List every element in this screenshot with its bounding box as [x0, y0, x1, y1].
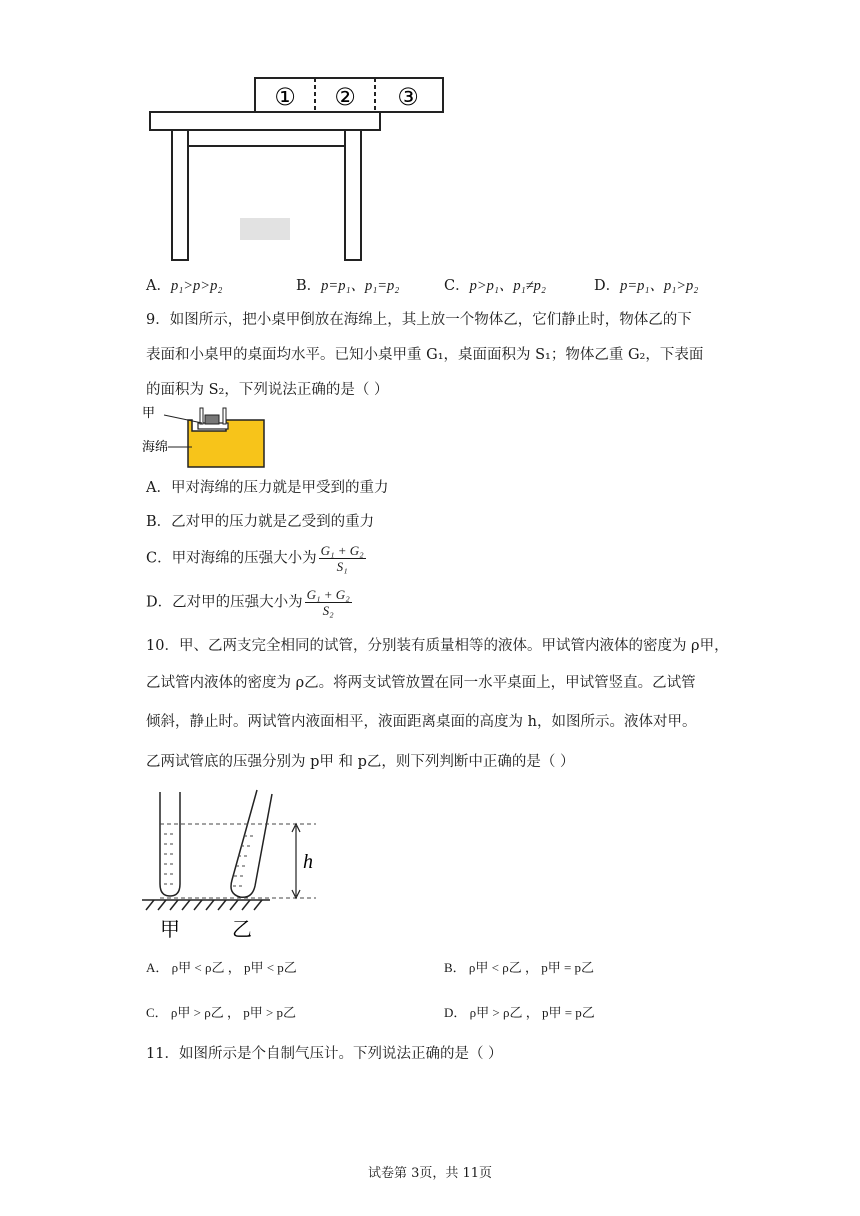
block-2-label: ②: [334, 83, 356, 111]
q10-stem-line-1: 10．甲、乙两支完全相同的试管，分别装有质量相等的液体。甲试管内液体的密度为 ρ甲，: [146, 638, 729, 654]
q10-stem-line-3: 倾斜，静止时。两试管内液面相平，液面距离桌面的高度为 h，如图所示。液体对甲。: [146, 714, 697, 730]
q10-test-tubes-figure: [140, 786, 330, 944]
block-1-label: ①: [274, 83, 296, 111]
tube-jia-label: 甲: [160, 917, 180, 941]
block-3-label: ③: [397, 83, 419, 111]
tube-yi-label: 乙: [232, 917, 252, 941]
q9-stem-line-3: 的面积为 S₂，下列说法正确的是（ ）: [146, 382, 389, 398]
q9-option-c[interactable]: C．甲对海绵的压强大小为 $\frac{\text{G₁ + G₂}}{\text{S₁}}$: [146, 543, 364, 574]
q9-c-numerator: G₁ + G₂: [320, 543, 364, 558]
q8-option-b[interactable]: B．p=p₁、p₁=p₂: [296, 278, 400, 294]
height-label: h: [303, 851, 313, 873]
q11-stem: 11．如图所示是个自制气压计。下列说法正确的是（ ）: [146, 1046, 503, 1062]
q9-stem-line-1: 9．如图所示，把小桌甲倒放在海绵上，其上放一个物体乙，它们静止时，物体乙的下: [146, 312, 692, 328]
q8-option-c[interactable]: C．p>p₁、p₁≠p₂: [444, 278, 546, 294]
q9-d-denominator: S₂: [322, 603, 334, 618]
q8-table-figure: [140, 70, 460, 265]
q9-option-b[interactable]: B．乙对甲的压力就是乙受到的重力: [146, 514, 375, 530]
q9-sponge-figure: [140, 403, 270, 471]
q10-option-c[interactable]: C． ρ甲 > ρ乙 ， p甲 > p乙: [146, 1005, 297, 1020]
q9-d-numerator: G₁ + G₂: [306, 587, 350, 602]
q10-option-d[interactable]: D． ρ甲 > ρ乙 ， p甲 = p乙: [444, 1005, 595, 1020]
q10-stem-line-4: 乙两试管底的压强分别为 p甲 和 p乙，则下列判断中正确的是（ ）: [146, 754, 575, 770]
q10-stem-line-2: 乙试管内液体的密度为 ρ乙。将两支试管放置在同一水平桌面上，甲试管竖直。乙试管: [146, 675, 696, 691]
table-leg-right: [345, 130, 361, 260]
table-top: [150, 112, 380, 130]
q8-option-a[interactable]: A．p₁>p>p₂: [146, 278, 223, 294]
q10-option-a[interactable]: A． ρ甲 < ρ乙 ， p甲 < p乙: [146, 960, 297, 975]
q9-c-denominator: S₁: [336, 559, 348, 574]
q10-option-b[interactable]: B． ρ甲 < ρ乙 ， p甲 = p乙: [444, 960, 595, 975]
q9-option-d[interactable]: D．乙对甲的压强大小为 $\frac{\text{G₁ + G₂}}{\text{S₂}}$: [146, 587, 350, 618]
sponge-label: 海绵: [142, 440, 169, 455]
page-footer: 试卷第 3页，共 11页: [367, 1166, 493, 1181]
q9-stem-line-2: 表面和小桌甲的桌面均水平。已知小桌甲重 G₁，桌面面积为 S₁；物体乙重 G₂，下表面: [146, 347, 704, 363]
jia-label: 甲: [142, 406, 156, 421]
q8-option-d[interactable]: D．p=p₁、p₁>p₂: [594, 278, 699, 294]
table-leg-left: [172, 130, 188, 260]
q9-option-a[interactable]: A．甲对海绵的压力就是甲受到的重力: [146, 480, 389, 496]
